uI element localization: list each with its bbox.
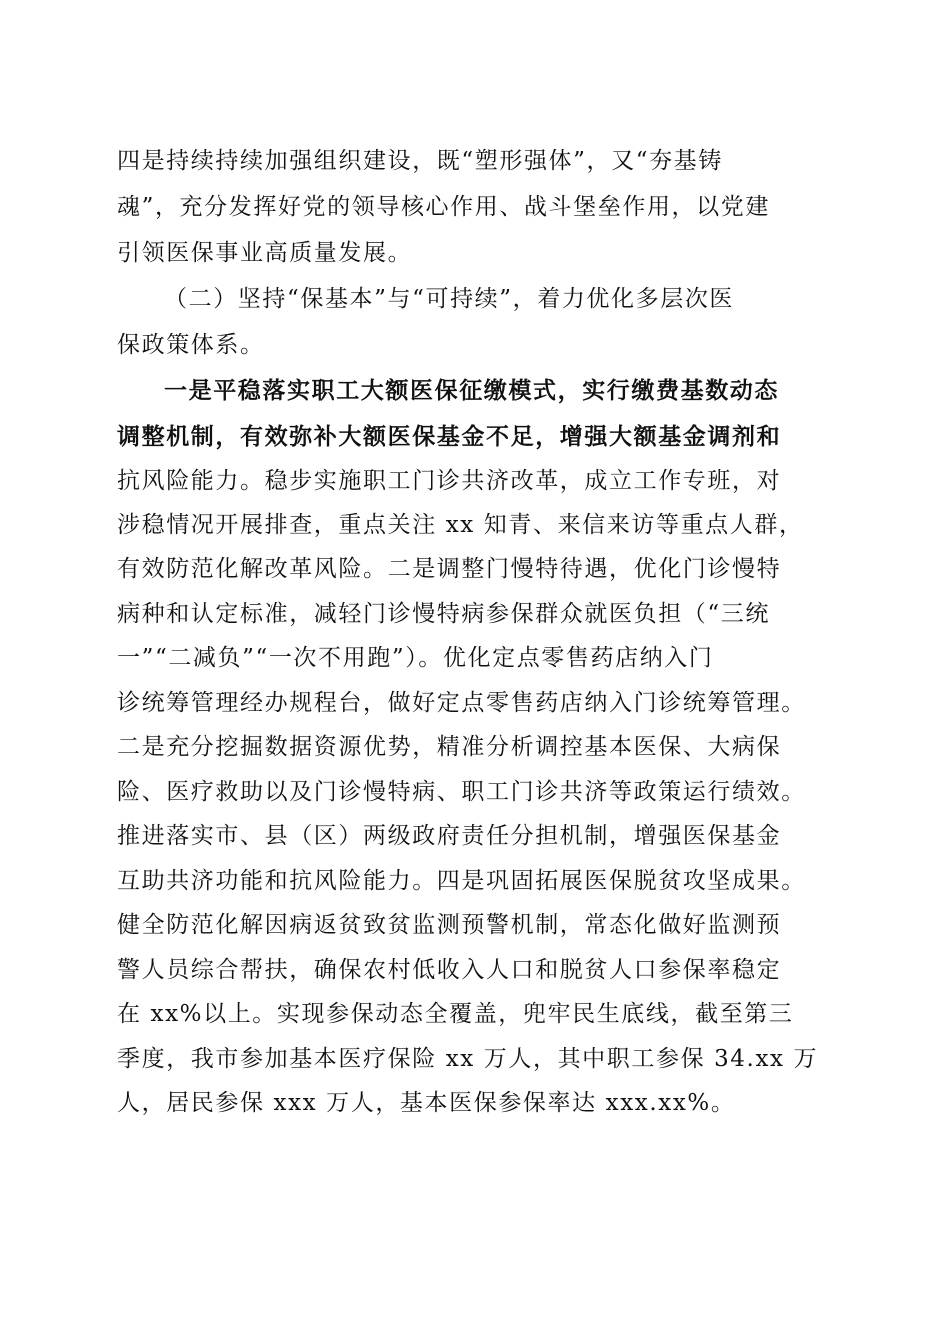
text-line: 调整机制，有效弥补大额医保基金不足，增强大额基金调剂和: [117, 423, 782, 450]
section-heading: （二）坚持“保基本”与“可持续”，着力优化多层次医: [164, 286, 735, 312]
text-line: 一”“二减负”“一次不用跑”）。优化定点零售药店纳入门: [117, 645, 714, 671]
text-line: 人，居民参保 xxx 万人，基本医保参保率达 xxx.xx%。: [117, 1090, 736, 1116]
text-line: 病种和认定标准，减轻门诊慢特病参保群众就医负担（“三统: [117, 601, 770, 627]
text-line: 推进落实市、县（区）两级政府责任分担机制，增强医保基金: [117, 823, 782, 849]
text-line: 涉稳情况开展排查，重点关注 xx 知青、来信来访等重点人群，: [117, 512, 804, 538]
text-line: 健全防范化解因病返贫致贫监测预警机制，常态化做好监测预: [117, 912, 782, 938]
text-line: 有效防范化解改革风险。二是调整门慢特待遇，优化门诊慢特: [117, 556, 782, 582]
text-line: 四是持续持续加强组织建设，既“塑形强体”，又“夯基铸: [117, 148, 723, 174]
text-line: 一是平稳落实职工大额医保征缴模式，实行缴费基数动态: [164, 377, 779, 404]
text-line: 互助共济功能和抗风险能力。四是巩固拓展医保脱贫攻坚成果。: [117, 868, 806, 894]
text-line: 在 xx%以上。实现参保动态全覆盖，兜牢民生底线，截至第三: [117, 1001, 794, 1027]
text-line: 魂”，充分发挥好党的领导核心作用、战斗堡垒作用，以党建: [117, 194, 770, 220]
text-line: 二是充分挖掘数据资源优势，精准分析调控基本医保、大病保: [117, 734, 782, 760]
text-line: 诊统筹管理经办规程台，做好定点零售药店纳入门诊统筹管理。: [117, 690, 806, 716]
section-heading-cont: 保政策体系。: [117, 332, 265, 358]
text-line: 险、医疗救助以及门诊慢特病、职工门诊共济等政策运行绩效。: [117, 779, 806, 805]
text-line: 抗风险能力。稳步实施职工门诊共济改革，成立工作专班，对: [117, 468, 782, 494]
text-line: 警人员综合帮扶，确保农村低收入人口和脱贫人口参保率稳定: [117, 957, 782, 983]
text-line: 季度，我市参加基本医疗保险 xx 万人，其中职工参保 34.xx 万: [117, 1046, 819, 1072]
text-line: 引领医保事业高质量发展。: [117, 240, 413, 266]
